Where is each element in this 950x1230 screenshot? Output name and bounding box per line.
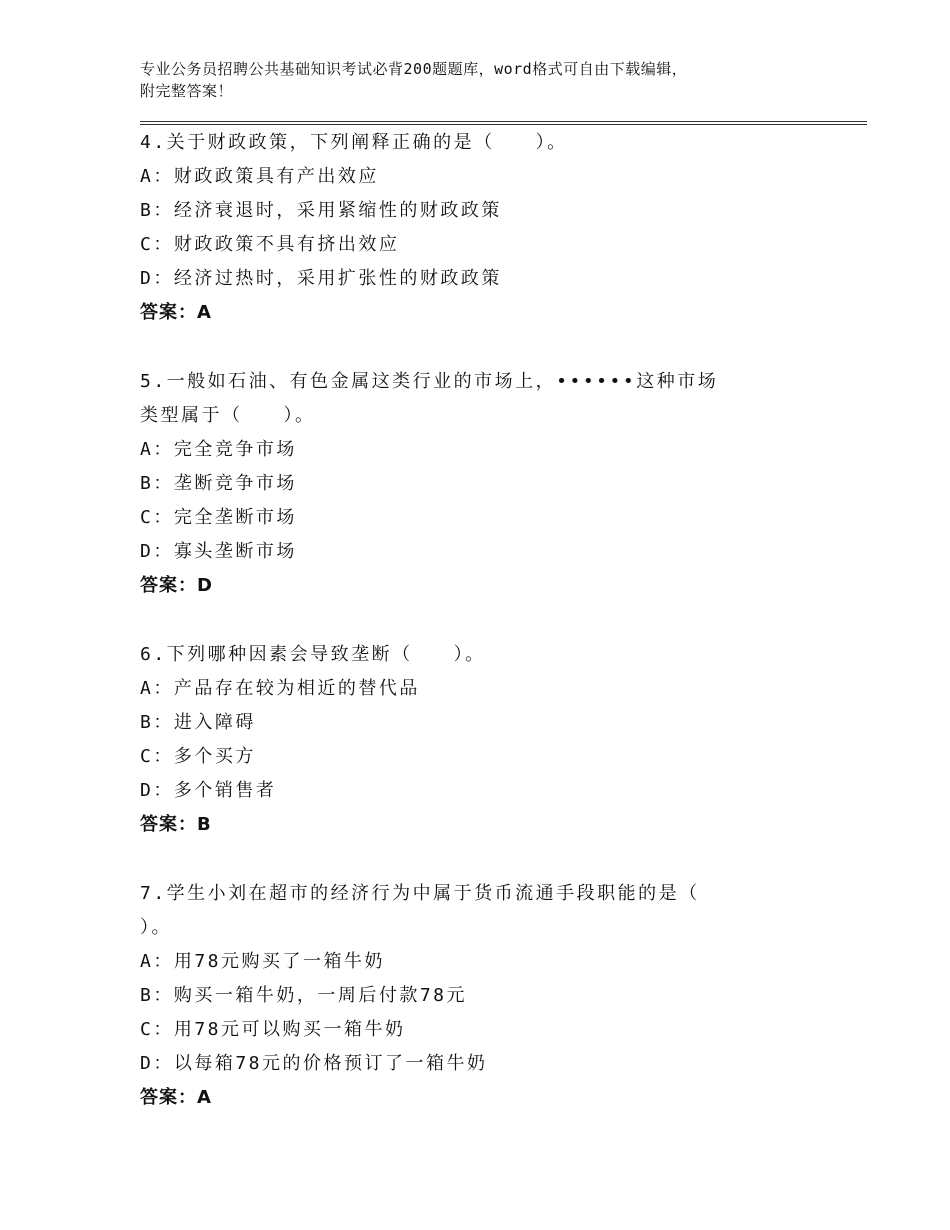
header-divider-bottom — [140, 124, 867, 125]
option-c: C：完全垄断市场 — [140, 507, 297, 528]
option-c: C：多个买方 — [140, 746, 256, 767]
question-stem: 4.关于财政政策，下列阐释正确的是（ ）。 — [140, 132, 568, 153]
answer-label: 答案：A — [140, 302, 212, 323]
question-7 — [140, 877, 840, 1115]
option-a: A：财政政策具有产出效应 — [140, 166, 379, 187]
answer-label: 答案：D — [140, 575, 213, 596]
option-b: B：购买一箱牛奶，一周后付款78元 — [140, 985, 468, 1006]
option-b: B：垄断竞争市场 — [140, 473, 297, 494]
document-header — [140, 58, 830, 102]
option-b: B：进入障碍 — [140, 712, 256, 733]
question-stem: 6.下列哪种因素会导致垄断（ ）。 — [140, 644, 486, 665]
option-a: A：产品存在较为相近的替代品 — [140, 678, 420, 699]
option-d: D：寡头垄断市场 — [140, 541, 297, 562]
header-line-1: 专业公务员招聘公共基础知识考试必背200题题库，word格式可自由下载编辑， — [140, 60, 688, 78]
question-6 — [140, 638, 840, 842]
header-line-2: 附完整答案！ — [140, 82, 234, 100]
question-stem: 5.一般如石油、有色金属这类行业的市场上，••••••这种市场 — [140, 371, 719, 392]
question-stem: 7.学生小刘在超市的经济行为中属于货币流通手段职能的是（ — [140, 883, 700, 904]
option-d: D：以每箱78元的价格预订了一箱牛奶 — [140, 1053, 488, 1074]
option-b: B：经济衰退时，采用紧缩性的财政政策 — [140, 200, 502, 221]
option-c: C：用78元可以购买一箱牛奶 — [140, 1019, 406, 1040]
option-d: D：经济过热时，采用扩张性的财政政策 — [140, 268, 502, 289]
option-d: D：多个销售者 — [140, 780, 277, 801]
option-a: A：完全竞争市场 — [140, 439, 297, 460]
question-stem-continued: 类型属于（ ）。 — [140, 405, 316, 426]
option-c: C：财政政策不具有挤出效应 — [140, 234, 400, 255]
question-5 — [140, 365, 840, 603]
header-divider-top — [140, 121, 867, 122]
question-4 — [140, 126, 840, 330]
question-stem-continued: ）。 — [140, 917, 172, 938]
option-a: A：用78元购买了一箱牛奶 — [140, 951, 386, 972]
answer-label: 答案：A — [140, 1087, 212, 1108]
answer-label: 答案：B — [140, 814, 212, 835]
